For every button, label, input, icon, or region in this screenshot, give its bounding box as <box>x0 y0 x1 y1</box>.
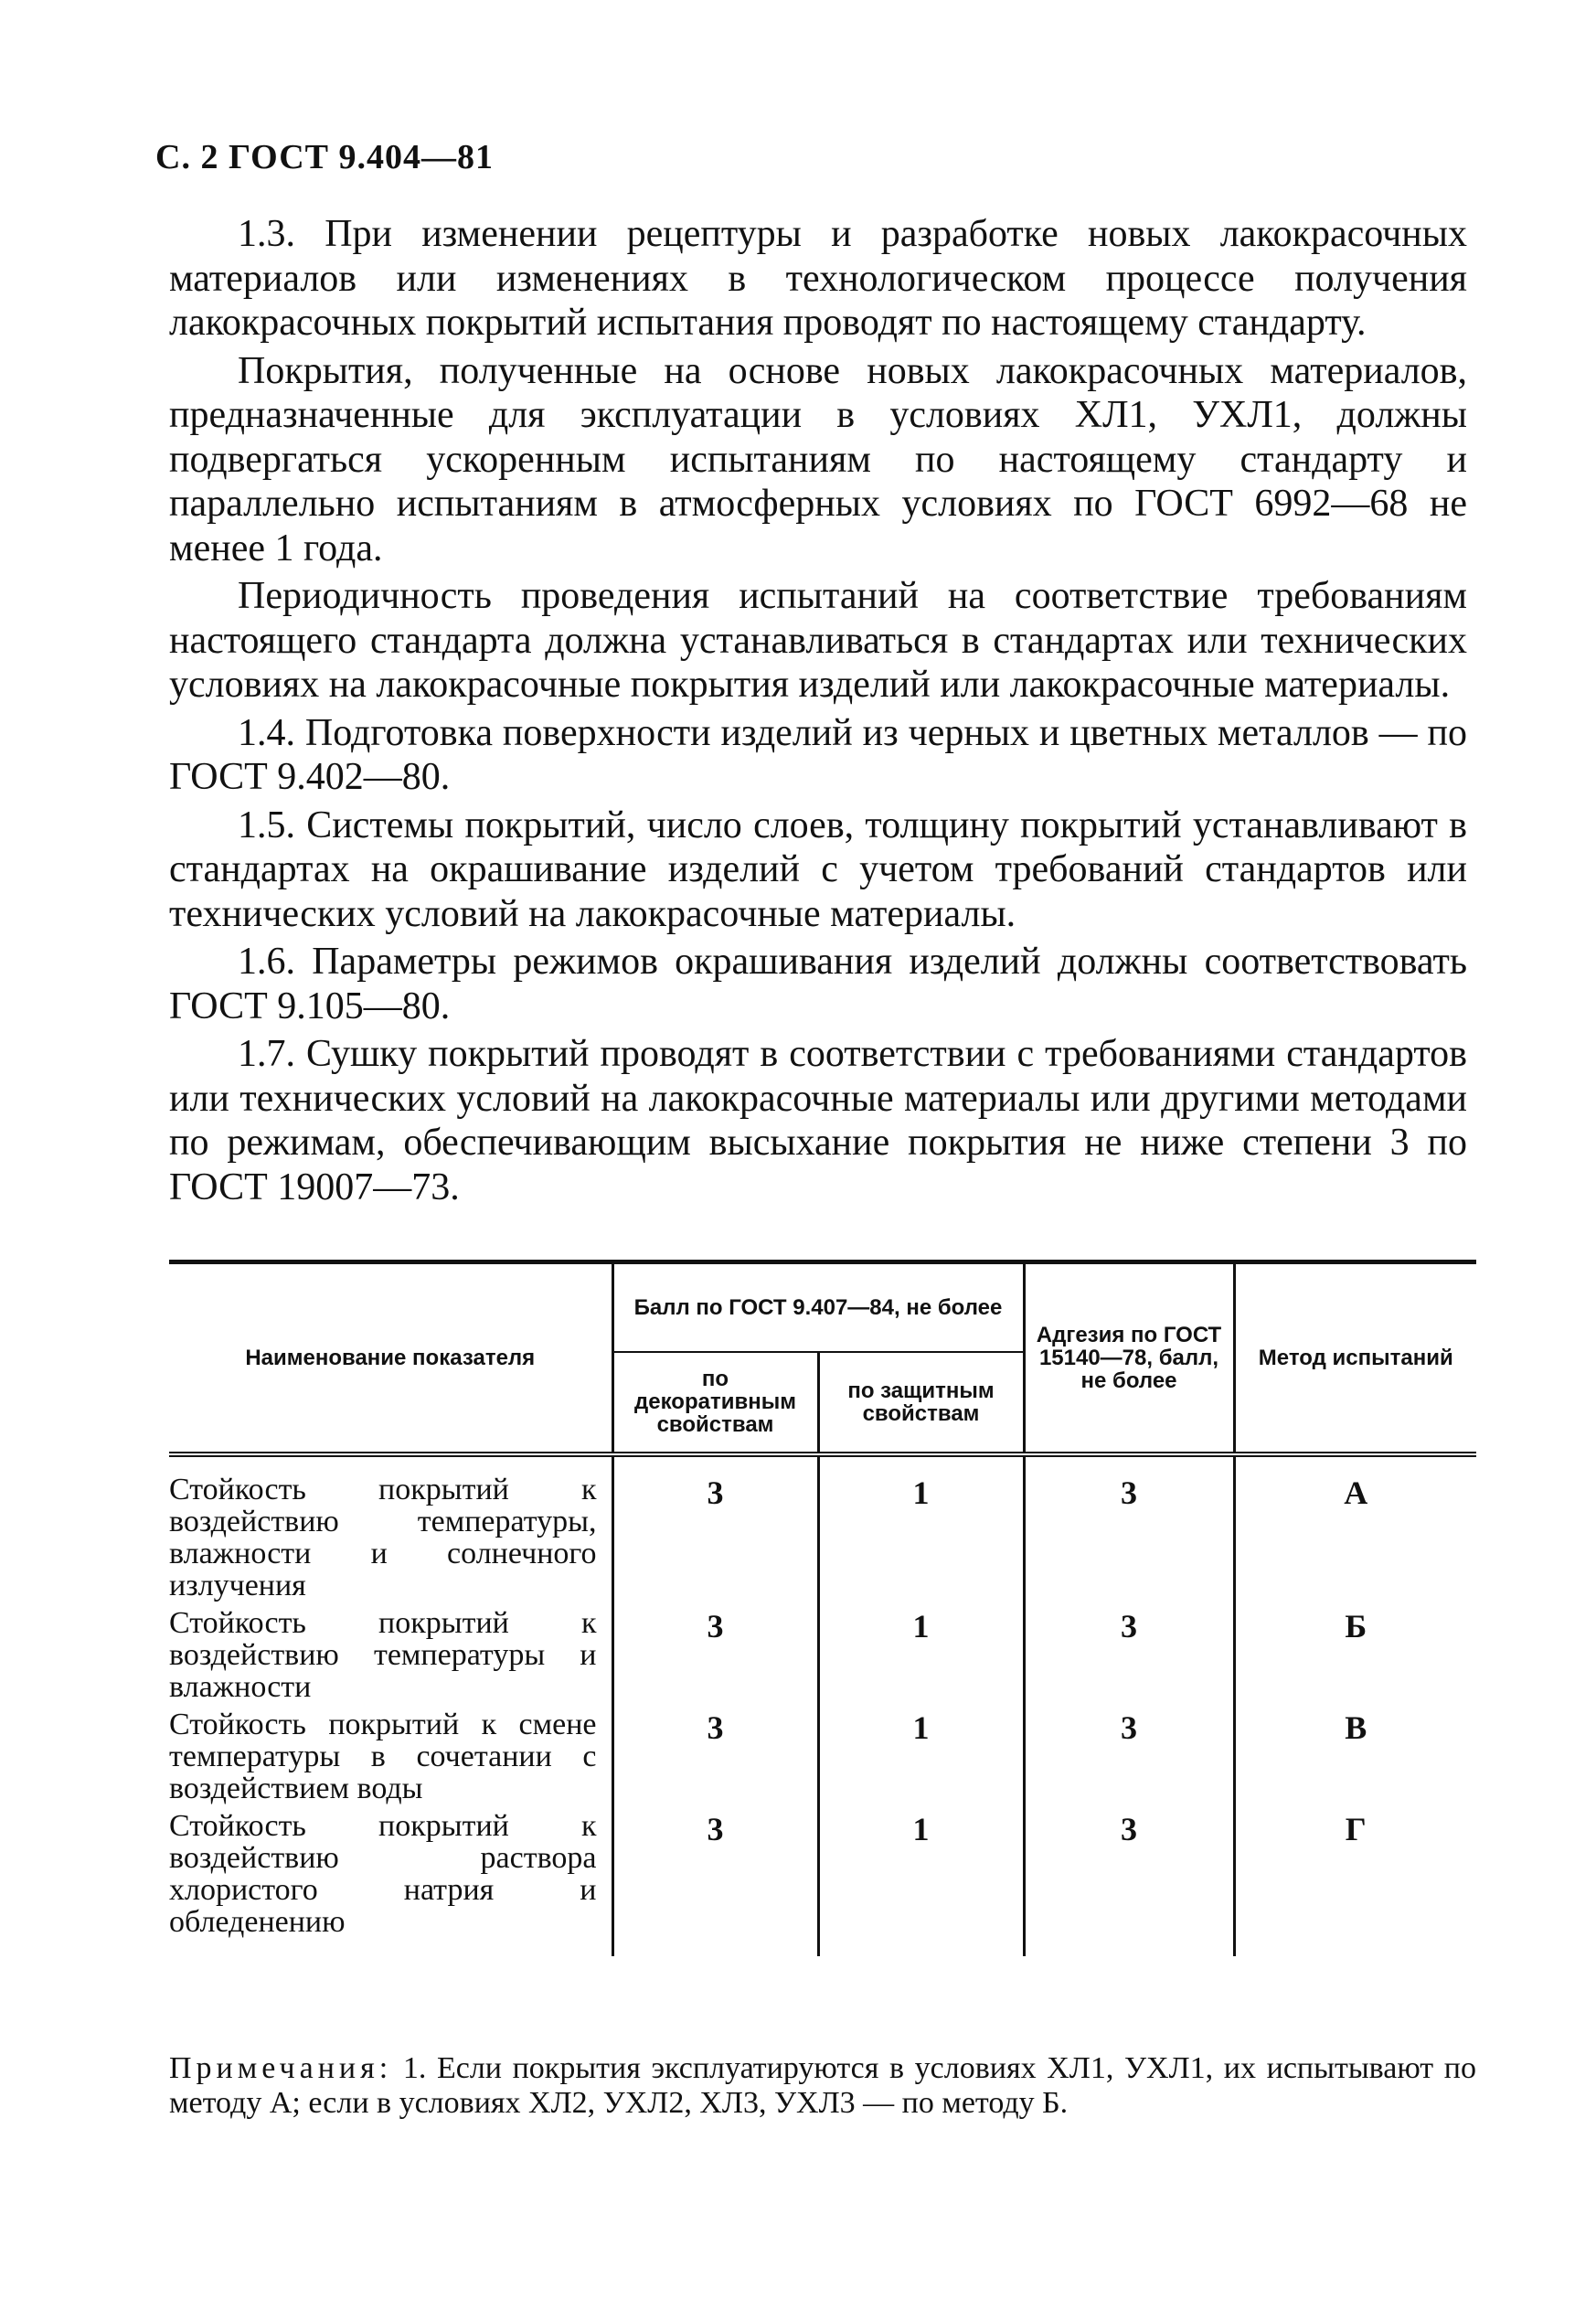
cell-method: Б <box>1234 1605 1476 1707</box>
cell-adhesion: 3 <box>1024 1454 1234 1605</box>
col-header-protect: по защитным свойствам <box>818 1352 1024 1454</box>
paragraph-1-5: 1.5. Системы покрытий, число слоев, толщину покрытий устанавливают в стандартах на окрашивание изделий с учетом требований стандартов или технических условий на лакокрасочные материалы. <box>169 804 1467 935</box>
cell-adhesion: 3 <box>1024 1707 1234 1808</box>
cell-adhesion: 3 <box>1024 1605 1234 1707</box>
notes-text: 1. Если покрытия эксплуатируются в условиях ХЛ1, УХЛ1, их испытывают по методу А; если в условиях ХЛ2, УХЛ2, ХЛ3, УХЛ3 — по методу Б. <box>169 2051 1476 2120</box>
cell-protect: 1 <box>818 1605 1024 1707</box>
table-row <box>169 1605 1476 1707</box>
table-row <box>169 1707 1476 1808</box>
cell-protect: 1 <box>818 1808 1024 1956</box>
cell-decor: 3 <box>612 1808 818 1956</box>
cell-method: А <box>1234 1454 1476 1605</box>
paragraph-1-6: 1.6. Параметры режимов окрашивания изделий должны соответствовать ГОСТ 9.105—80. <box>169 941 1467 1027</box>
paragraph-1-4: 1.4. Подготовка поверхности изделий из черных и цветных металлов — по ГОСТ 9.402—80. <box>169 711 1467 798</box>
cell-decor: 3 <box>612 1605 818 1707</box>
cell-name: Стойкость покрытий к воздействию раствора хлористого натрия и обледенению <box>169 1808 597 1939</box>
col-header-decor: по декоративным свойствам <box>612 1352 818 1454</box>
cell-protect: 1 <box>818 1707 1024 1808</box>
col-header-ball-group: Балл по ГОСТ 9.407—84, не более <box>612 1262 1024 1352</box>
notes-label: Примечания: <box>169 2051 393 2085</box>
col-header-method: Метод испытаний <box>1234 1262 1476 1454</box>
col-header-name: Наименование показателя <box>169 1262 612 1454</box>
cell-decor: 3 <box>612 1707 818 1808</box>
cell-name: Стойкость покрытий к смене температуры в сочетании с воздействием воды <box>169 1707 597 1805</box>
cell-method: В <box>1234 1707 1476 1808</box>
cell-decor: 3 <box>612 1454 818 1605</box>
paragraph-new-materials: Покрытия, полученные на основе новых лакокрасочных материалов, предназначенные для эксплуатации в условиях ХЛ1, УХЛ1, должны подвергаться ускоренным испытаниям по настоящему стандарту и параллельно испытаниям в атмосферных условиях по ГОСТ 6992—68 не менее 1 года. <box>169 349 1467 569</box>
cell-name: Стойкость покрытий к воздействию температуры и влажности <box>169 1605 597 1704</box>
paragraph-1-3: 1.3. При изменении рецептуры и разработке новых лакокрасочных материалов или изменениях в технологическом процессе получения лакокрасочных покрытий испытания проводят по настоящему стандарту. <box>169 213 1467 344</box>
paragraph-periodicity: Периодичность проведения испытаний на соответствие требованиям настоящего стандарта должна устанавливаться в стандартах или технических условиях на лакокрасочные покрытия изделий или лакокрасочные материалы. <box>169 575 1467 706</box>
page-header: С. 2 ГОСТ 9.404—81 <box>155 138 494 176</box>
cell-protect: 1 <box>818 1454 1024 1605</box>
col-header-adhesion: Адгезия по ГОСТ 15140—78, балл, не более <box>1024 1262 1234 1454</box>
cell-name: Стойкость покрытий к воздействию температуры, влажности и солнечного излучения <box>169 1472 597 1602</box>
table-row <box>169 1808 1476 1956</box>
table-row <box>169 1454 1476 1605</box>
cell-method: Г <box>1234 1808 1476 1956</box>
requirements-table <box>169 1260 1476 1956</box>
cell-adhesion: 3 <box>1024 1808 1234 1956</box>
body-text <box>169 212 1467 1209</box>
paragraph-1-7: 1.7. Сушку покрытий проводят в соответствии с требованиями стандартов или технических условий на лакокрасочные материалы или другими методами по режимам, обеспечивающим высыхание покрытия не ниже степени 3 по ГОСТ 19007—73. <box>169 1033 1467 1208</box>
table-notes <box>169 2051 1476 2121</box>
